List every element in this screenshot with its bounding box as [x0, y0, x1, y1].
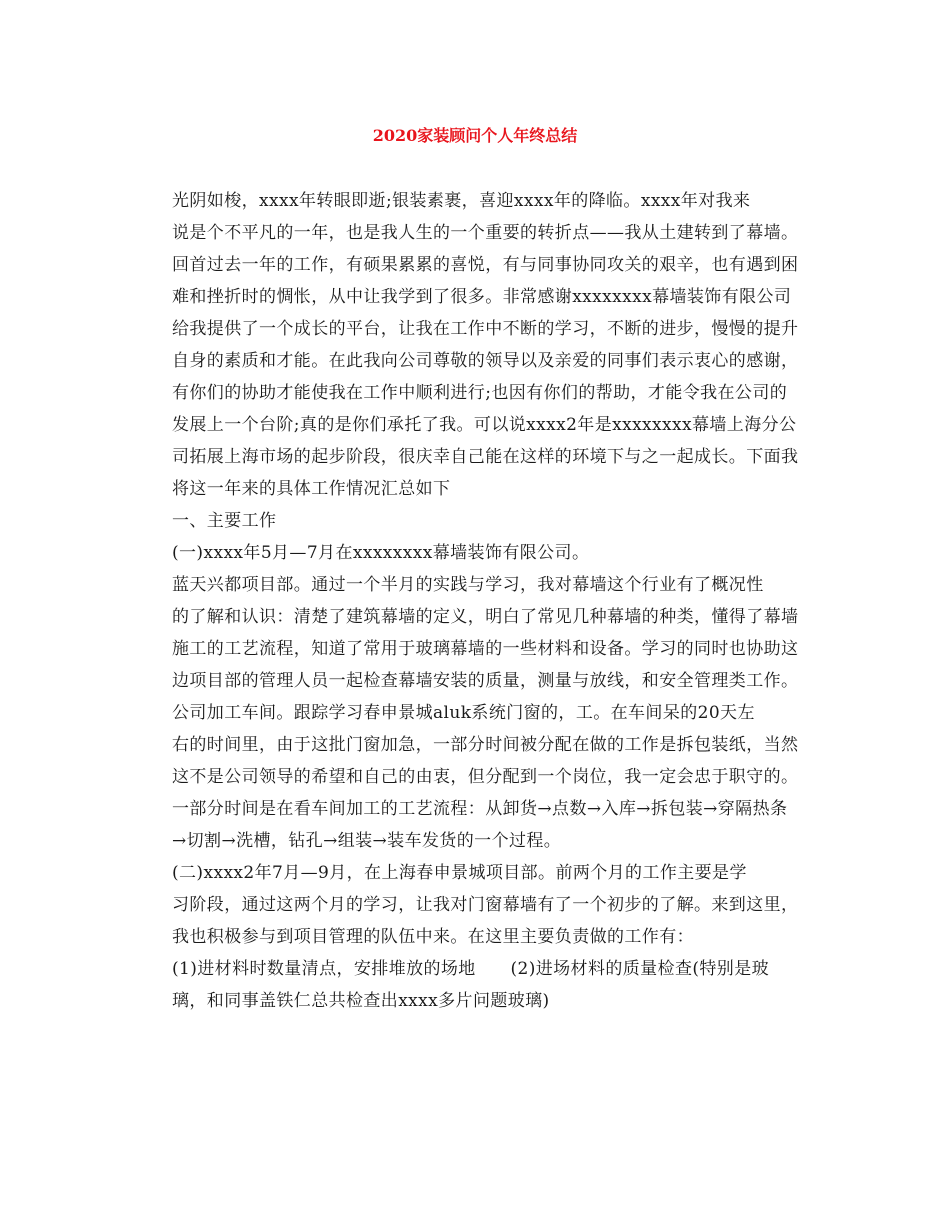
text-line: 施工的工艺流程，知道了常用于玻璃幕墙的一些材料和设备。学习的同时也协助这 — [172, 639, 799, 659]
text-line: 给我提供了一个成长的平台，让我在工作中不断的学习，不断的进步，慢慢的提升 — [172, 319, 799, 339]
text-line: →切割→洗槽，钻孔→组装→装车发货的一个过程。 — [172, 831, 562, 851]
text-line: 一、主要工作 — [172, 511, 277, 531]
text-line: 一部分时间是在看车间加工的工艺流程：从卸货→点数→入库→拆包装→穿隔热条 — [172, 799, 788, 819]
text-line: 有你们的协助才能使我在工作中顺利进行;也因有你们的帮助，才能令我在公司的 — [172, 383, 788, 403]
paragraph — [138, 569, 814, 697]
text-line: 习阶段，通过这两个月的学习，让我对门窗幕墙有了一个初步的了解。来到这里， — [172, 895, 799, 915]
text-line: 边项目部的管理人员一起检查幕墙安装的质量，测量与放线，和安全管理类工作。 — [172, 671, 799, 691]
text-line: (二)xxxx2年7月—9月，在上海春申景城项目部。前两个月的工作主要是学 — [172, 863, 747, 883]
text-line: 司拓展上海市场的起步阶段，很庆幸自己能在这样的环境下与之一起成长。下面我 — [172, 447, 799, 467]
text-line: 发展上一个台阶;真的是你们承托了我。可以说xxxx2年是xxxxxxxx幕墙上海分公 — [172, 415, 797, 435]
paragraph — [138, 697, 814, 857]
text-line: 自身的素质和才能。在此我向公司尊敬的领导以及亲爱的同事们表示衷心的感谢， — [172, 351, 799, 371]
text-line: 将这一年来的具体工作情况汇总如下 — [172, 479, 451, 499]
paragraph — [138, 185, 814, 505]
paragraph — [138, 505, 814, 537]
document-title: 2020家装顾问个人年终总结 — [372, 126, 578, 145]
text-line: 这不是公司领导的希望和自己的由衷，但分配到一个岗位，我一定会忠于职守的。 — [172, 767, 799, 787]
text-line: 公司加工车间。跟踪学习春申景城aluk系统门窗的，工。在车间呆的20天左 — [172, 703, 755, 723]
paragraph — [138, 857, 814, 953]
paragraph — [138, 953, 814, 1017]
text-line: 说是个不平凡的一年，也是我人生的一个重要的转折点——我从土建转到了幕墙。 — [172, 223, 799, 243]
text-line: (1)进材料时数量清点，安排堆放的场地 (2)进场材料的质量检查(特别是玻 — [172, 959, 769, 979]
text-line: (一)xxxx年5月—7月在xxxxxxxx幕墙装饰有限公司。 — [172, 543, 590, 563]
document-body — [138, 185, 814, 1017]
text-line: 的了解和认识：清楚了建筑幕墙的定义，明白了常见几种幕墙的种类，懂得了幕墙 — [172, 607, 799, 627]
text-line: 光阴如梭，xxxx年转眼即逝;银装素裹，喜迎xxxx年的降临。xxxx年对我来 — [172, 191, 751, 211]
text-line: 璃，和同事盖铁仁总共检查出xxxx多片问题玻璃) — [172, 991, 550, 1011]
text-line: 右的时间里，由于这批门窗加急，一部分时间被分配在做的工作是拆包装纸，当然 — [172, 735, 799, 755]
text-line: 回首过去一年的工作，有硕果累累的喜悦，有与同事协同攻关的艰辛，也有遇到困 — [172, 255, 799, 275]
text-line: 蓝天兴都项目部。通过一个半月的实践与学习，我对幕墙这个行业有了概况性 — [172, 575, 764, 595]
text-line: 难和挫折时的惆怅，从中让我学到了很多。非常感谢xxxxxxxx幕墙装饰有限公司 — [172, 287, 792, 307]
paragraph — [138, 537, 814, 569]
text-line: 我也积极参与到项目管理的队伍中来。在这里主要负责做的工作有： — [172, 927, 694, 947]
